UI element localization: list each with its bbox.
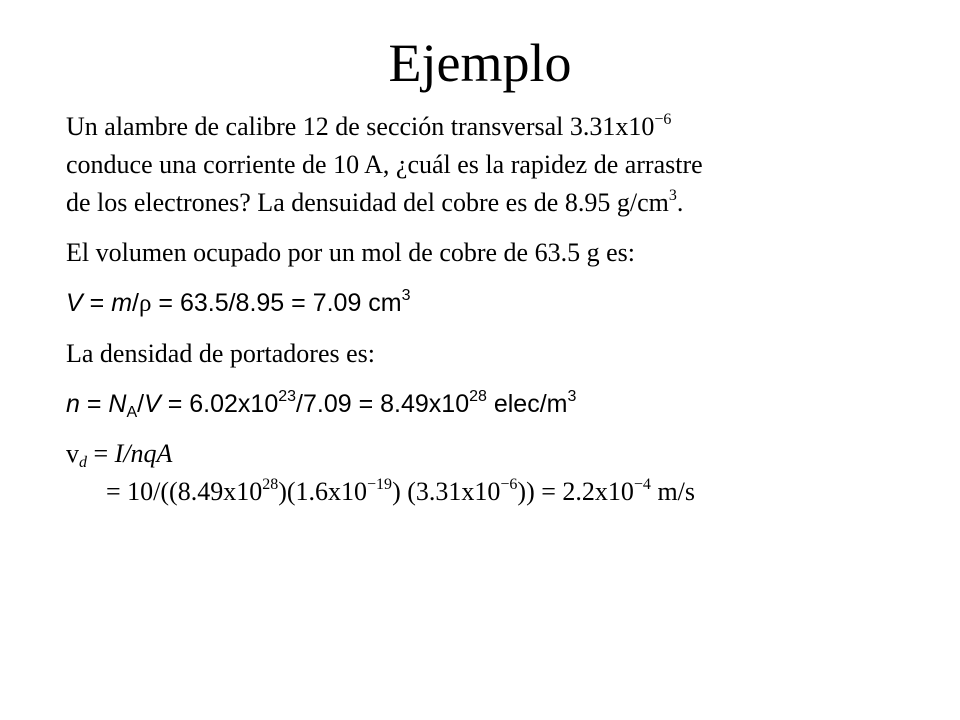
drift-calc-exponent-3: −6 xyxy=(500,476,518,493)
drift-calc-part-5: m/s xyxy=(650,477,696,506)
drift-calc-part-3: ) (3.31x10 xyxy=(392,477,501,506)
drift-subscript: d xyxy=(79,454,87,471)
density-eq-sign: = xyxy=(79,390,109,418)
volume-slash: / xyxy=(132,289,139,317)
drift-v-symbol: v xyxy=(66,439,79,468)
slide-title: Ejemplo xyxy=(388,33,572,93)
drift-formula: I/nqA xyxy=(114,439,173,468)
volume-intro: El volumen ocupado por un mol de cobre de 63.5 g es: xyxy=(66,238,635,267)
problem-line-1-exponent: −6 xyxy=(654,111,672,128)
problem-line-3-exponent: 3 xyxy=(668,187,677,204)
problem-line-3 xyxy=(66,184,926,222)
volume-eq-sign: = xyxy=(82,289,112,317)
problem-line-2: conduce una corriente de 10 A, ¿cuál es la rapidez de arrastre xyxy=(66,150,703,179)
density-equation xyxy=(66,385,926,423)
drift-calc-exponent-4: −4 xyxy=(633,476,651,493)
density-part-3: elec/m xyxy=(486,390,568,418)
density-exponent-3: 3 xyxy=(567,388,577,405)
drift-calc-exponent-1: 28 xyxy=(262,476,279,493)
slide-body xyxy=(66,108,926,511)
problem-line-3-end: . xyxy=(676,188,684,217)
mass-symbol: m xyxy=(111,289,133,317)
volume-symbol: V xyxy=(66,289,83,317)
drift-calc-exponent-2: −19 xyxy=(367,476,393,493)
density-exponent-2: 28 xyxy=(469,388,487,405)
volume-equation xyxy=(66,284,926,323)
density-slash: / xyxy=(137,390,145,418)
drift-calc-part-2: )(1.6x10 xyxy=(278,477,368,506)
problem-line-3-text: de los electrones? La densuidad del cobre es de 8.95 g/cm xyxy=(66,188,669,217)
drift-calculation xyxy=(66,473,926,511)
rho-symbol: ρ xyxy=(138,290,152,317)
density-volume-symbol: V xyxy=(144,390,161,418)
problem-statement xyxy=(66,108,926,222)
density-part-2: /7.09 = 8.49x10 xyxy=(296,390,470,418)
n-symbol: n xyxy=(66,390,80,418)
density-exponent-1: 23 xyxy=(278,388,297,405)
drift-calc-part-4: )) = 2.2x10 xyxy=(517,477,634,506)
avogadro-symbol: N xyxy=(108,390,127,418)
drift-calc-part-1: = 10/((8.49x10 xyxy=(106,477,263,506)
drift-equation xyxy=(66,435,926,473)
density-intro: La densidad de portadores es: xyxy=(66,339,376,368)
drift-eq-sign: = xyxy=(87,439,115,468)
problem-line-1-text: Un alambre de calibre 12 de sección transversal 3.31x10 xyxy=(66,112,655,141)
volume-exponent: 3 xyxy=(401,287,411,304)
volume-result: = 63.5/8.95 = 7.09 cm xyxy=(151,289,402,317)
avogadro-subscript: A xyxy=(126,404,138,421)
density-part-1: = 6.02x10 xyxy=(160,390,279,418)
problem-line-1 xyxy=(66,108,926,146)
